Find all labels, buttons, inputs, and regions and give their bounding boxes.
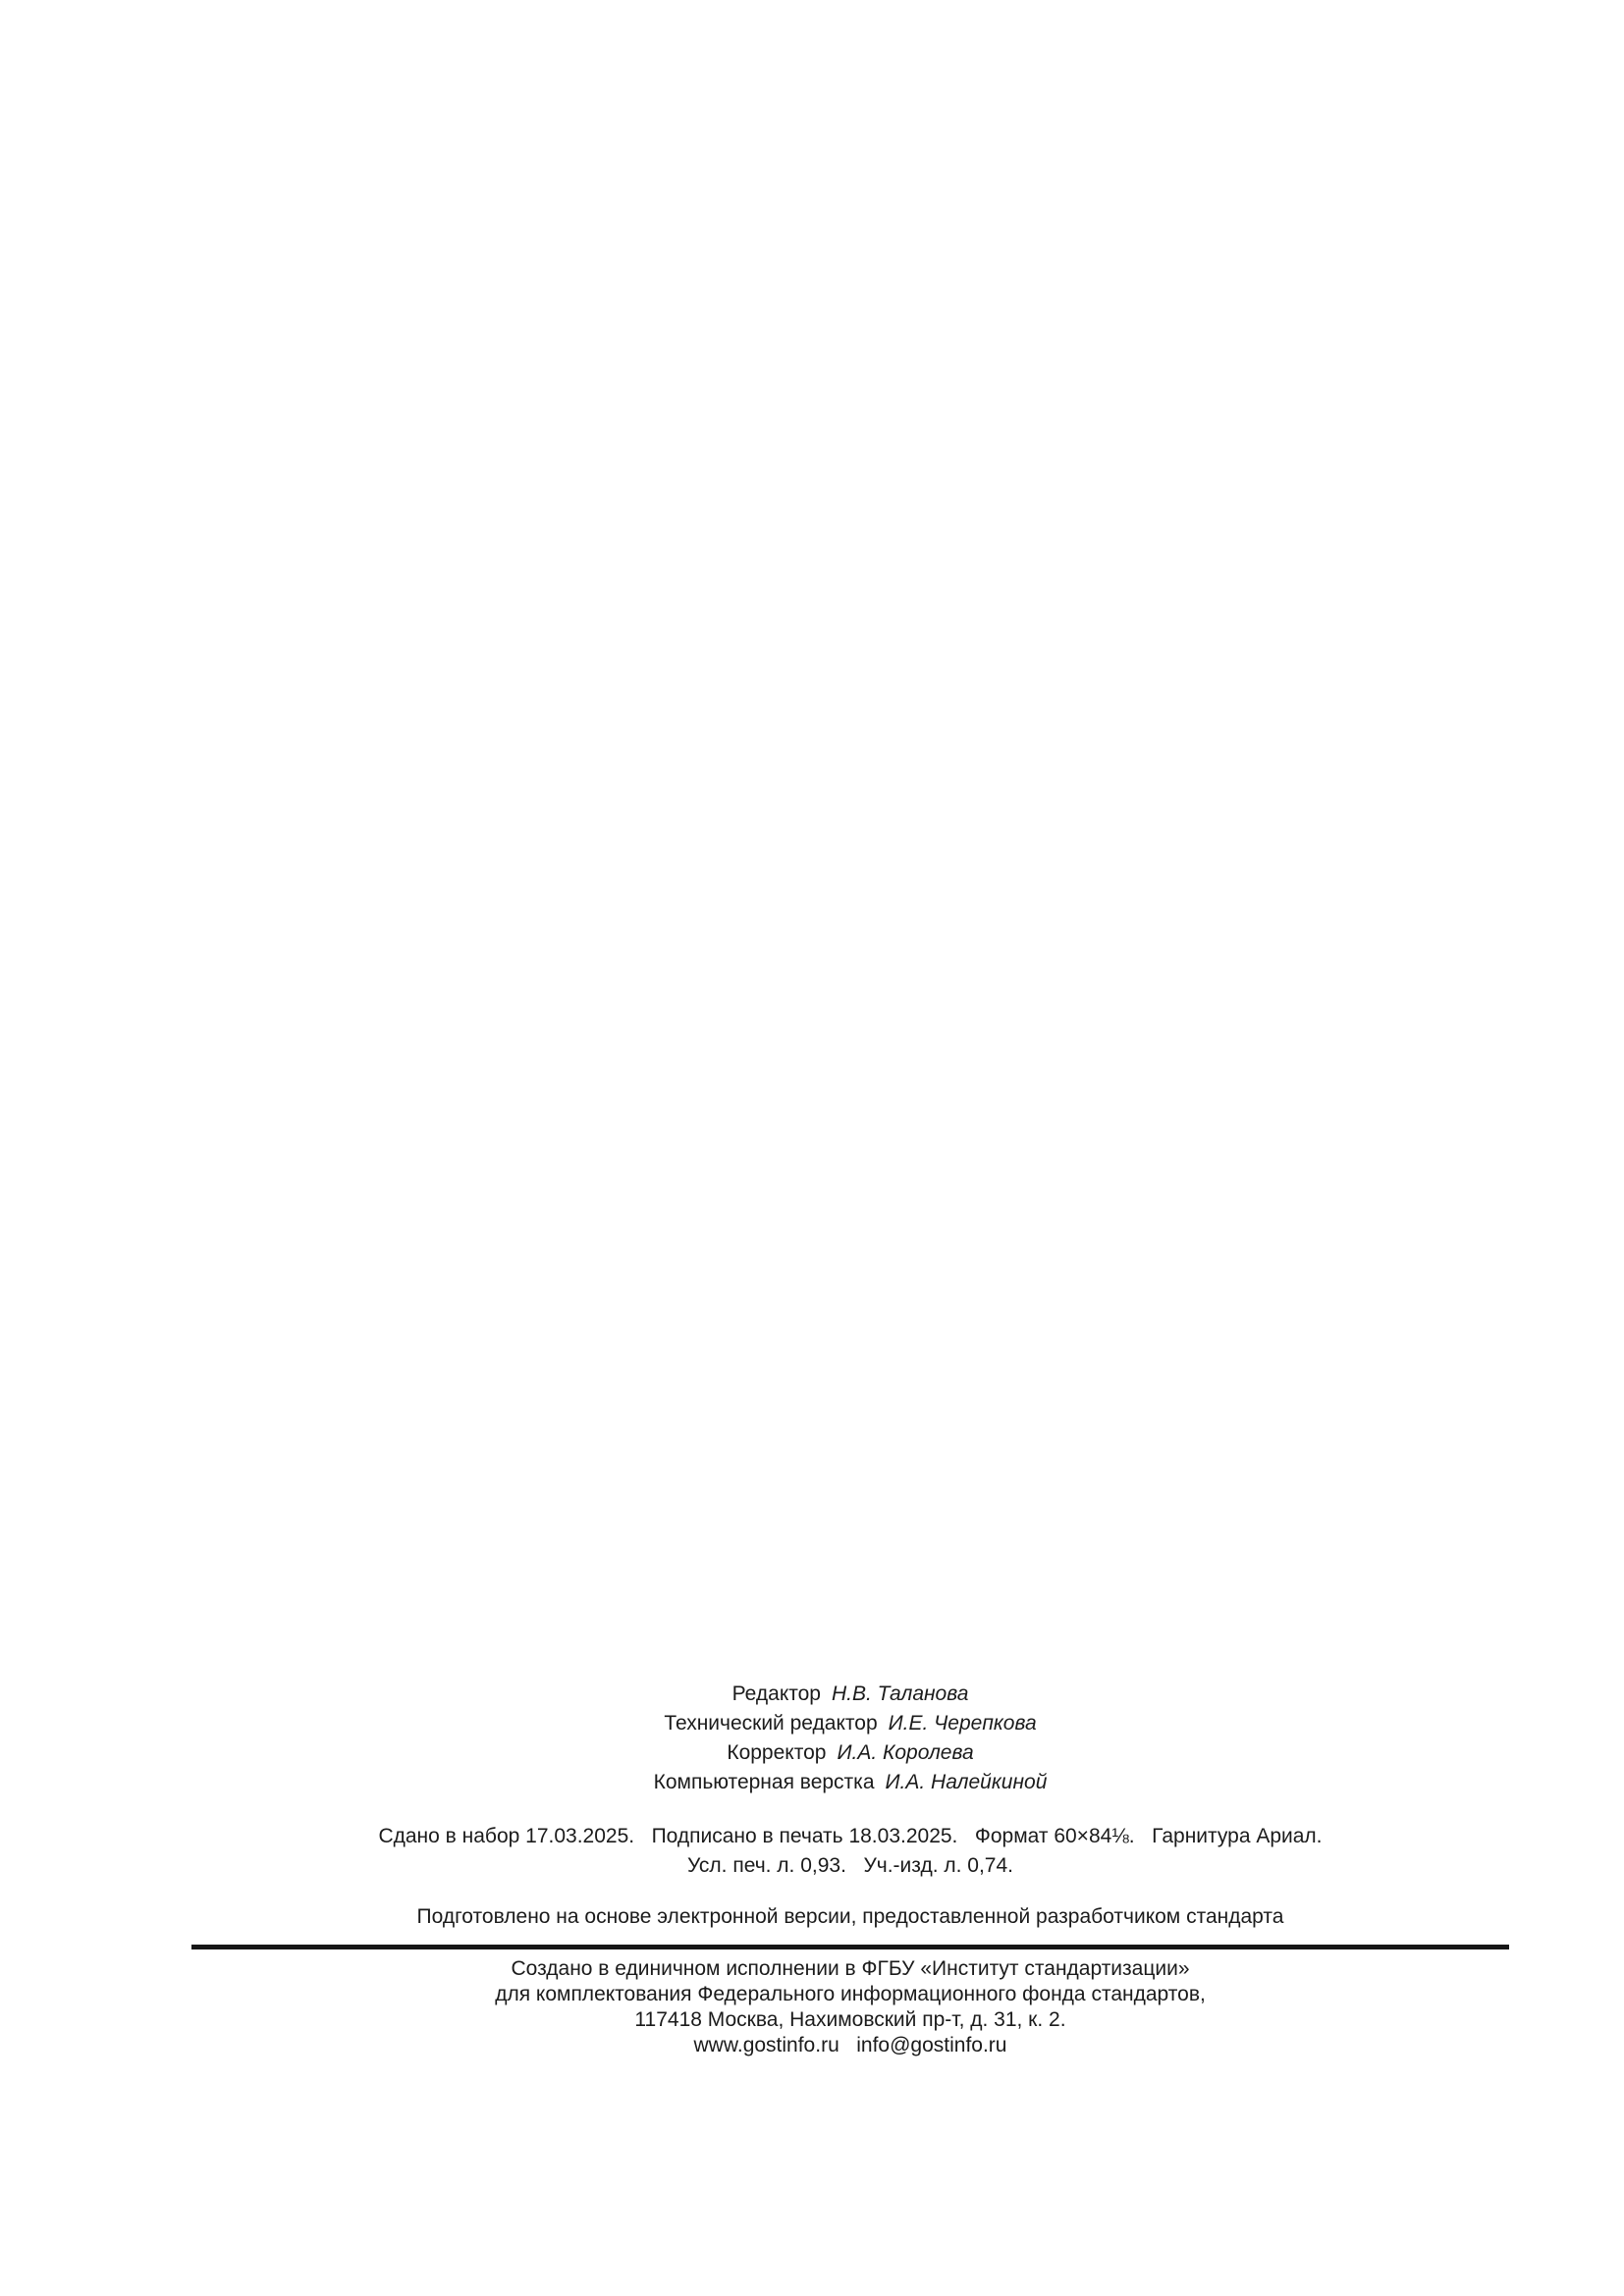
editor-line [191,1680,1509,1709]
editor-name: И.А. Налейкиной [885,1771,1048,1793]
editor-role: Компьютерная верстка [653,1771,875,1793]
editor-name: И.А. Королева [837,1741,974,1764]
editor-name: Н.В. Таланова [831,1682,969,1705]
editor-role: Технический редактор [664,1712,878,1735]
editor-role: Редактор [731,1682,821,1705]
publisher-line-1: Создано в единичном исполнении в ФГБУ «Институт стандартизации» [511,1957,1190,1980]
publisher-line-2: для комплектования Федерального информационного фонда стандартов, [495,1983,1206,2005]
imprint-block [191,1822,1509,1881]
divider-rule [191,1945,1509,1949]
editor-line [191,1709,1509,1738]
editor-role: Корректор [727,1741,827,1764]
editor-name: И.Е. Черепкова [888,1712,1037,1735]
prepared-note: Подготовлено на основе электронной версии, предоставленной разработчиком стандарта [416,1905,1284,1928]
prepared-note-block [191,1902,1509,1932]
imprint-line-2: Усл. печ. л. 0,93. Уч.-изд. л. 0,74. [686,1854,1013,1877]
imprint-line-1: Сдано в набор 17.03.2025. Подписано в печать 18.03.2025. Формат 60×84⅛. Гарнитура Ариал. [378,1825,1323,1847]
publisher-contacts: www.gostinfo.ru info@gostinfo.ru [693,2034,1007,2056]
publisher-block [191,1956,1509,2058]
editor-line [191,1768,1509,1797]
editor-line [191,1738,1509,1768]
publisher-address: 117418 Москва, Нахимовский пр-т, д. 31, к. 2. [634,2008,1066,2031]
editors-block [191,1680,1509,1797]
